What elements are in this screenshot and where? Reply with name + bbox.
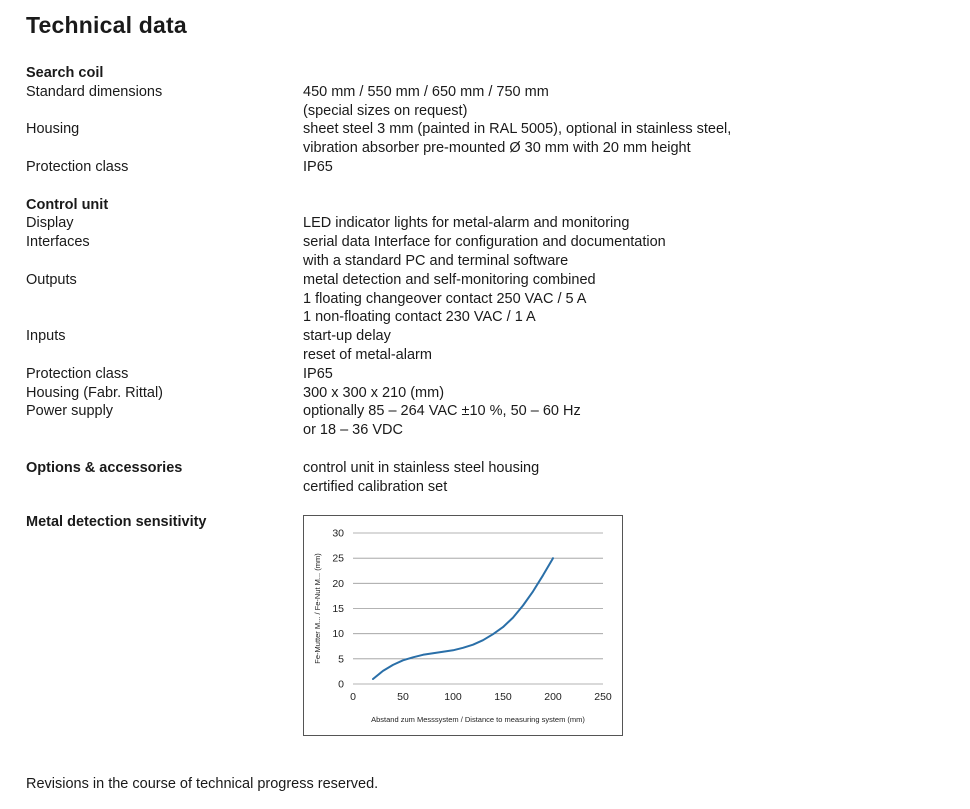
sensitivity-chart-frame <box>303 515 623 736</box>
spec-row <box>26 365 926 384</box>
spec-label: Standard dimensions <box>26 83 163 100</box>
y-tick-label: 10 <box>332 628 344 641</box>
spec-label <box>26 290 303 309</box>
sensitivity-chart <box>304 516 622 735</box>
page-title: Technical data <box>26 12 187 38</box>
spec-value: certified calibration set <box>303 478 448 495</box>
spec-row <box>26 290 926 309</box>
spec-value: 300 x 300 x 210 (mm) <box>303 384 445 401</box>
spec-label <box>26 102 303 121</box>
section-heading-search-coil: Search coil <box>26 65 104 81</box>
spec-value: with a standard PC and terminal software <box>303 252 569 269</box>
spec-label: Protection class <box>26 158 129 175</box>
spec-label <box>26 346 303 365</box>
spec-value: IP65 <box>303 365 333 382</box>
spec-value: start-up delay <box>303 328 391 345</box>
spec-value: IP65 <box>303 158 333 175</box>
spec-label <box>26 139 303 158</box>
spec-label: Power supply <box>26 403 114 420</box>
x-axis-label: Abstand zum Messsystem / Distance to measuring system (mm) <box>371 715 585 724</box>
x-tick-label: 0 <box>350 691 356 703</box>
x-tick-label: 250 <box>594 691 612 703</box>
spec-row <box>26 233 926 252</box>
spec-value: LED indicator lights for metal-alarm and monitoring <box>303 215 630 232</box>
spec-value: reset of metal-alarm <box>303 346 432 363</box>
y-tick-label: 5 <box>338 653 344 666</box>
spec-value: 450 mm / 550 mm / 650 mm / 750 mm <box>303 83 549 100</box>
spec-label <box>26 478 303 497</box>
y-tick-label: 25 <box>332 552 344 565</box>
options-row <box>26 459 926 478</box>
section-heading-options: Options & accessories <box>26 459 183 476</box>
x-tick-label: 50 <box>397 691 409 703</box>
y-tick-label: 15 <box>332 603 344 615</box>
spec-value: sheet steel 3 mm (painted in RAL 5005), optional in stainless steel, <box>303 121 732 138</box>
spec-value: 1 floating changeover contact 250 VAC / 5 A <box>303 290 587 307</box>
control-unit-rows <box>26 214 926 440</box>
spec-value: metal detection and self-monitoring combined <box>303 271 596 288</box>
search-coil-rows <box>26 83 926 177</box>
spec-row <box>26 83 926 102</box>
spec-value: optionally 85 – 264 VAC ±10 %, 50 – 60 Hz <box>303 403 581 420</box>
spec-value: or 18 – 36 VDC <box>303 422 403 439</box>
spec-value: vibration absorber pre-mounted Ø 30 mm with 20 mm height <box>303 140 691 157</box>
spec-label: Inputs <box>26 328 66 345</box>
spacer <box>26 177 926 196</box>
spec-label: Interfaces <box>26 234 90 251</box>
spec-row <box>26 252 926 271</box>
spec-label <box>26 252 303 271</box>
spec-label: Housing <box>26 121 80 138</box>
spec-row <box>26 158 926 177</box>
spec-row <box>26 327 926 346</box>
spec-row <box>26 120 926 139</box>
spec-value: serial data Interface for configuration and documentation <box>303 234 666 251</box>
spec-value: (special sizes on request) <box>303 102 468 119</box>
spec-row <box>26 308 926 327</box>
section-heading-control-unit: Control unit <box>26 196 109 213</box>
x-tick-label: 100 <box>444 691 462 703</box>
spec-label: Protection class <box>26 365 129 382</box>
spec-label <box>26 308 303 327</box>
spec-row <box>26 421 926 440</box>
spec-row <box>26 384 926 403</box>
y-tick-label: 0 <box>338 678 344 691</box>
spec-row <box>26 214 926 233</box>
footer-note: Revisions in the course of technical progress reserved. <box>26 776 379 792</box>
spec-value: control unit in stainless steel housing <box>303 459 540 476</box>
spec-row <box>26 346 926 365</box>
spec-value: 1 non-floating contact 230 VAC / 1 A <box>303 309 536 326</box>
spec-row <box>26 402 926 421</box>
spec-label <box>26 421 303 440</box>
y-tick-label: 30 <box>332 527 344 540</box>
spec-label: Display <box>26 215 74 232</box>
spec-table <box>26 64 926 496</box>
spec-label: Housing (Fabr. Rittal) <box>26 384 163 401</box>
spec-row <box>26 139 926 158</box>
options-row <box>26 478 926 497</box>
spec-label: Outputs <box>26 271 77 288</box>
x-tick-label: 150 <box>494 691 512 703</box>
spacer <box>26 440 926 459</box>
spec-row <box>26 271 926 290</box>
spec-row <box>26 102 926 121</box>
y-axis-label: Fe-Mutter M... / Fe-Nut M... (mm) <box>313 553 322 664</box>
x-tick-label: 200 <box>544 691 562 703</box>
series-line <box>373 558 553 679</box>
y-tick-label: 20 <box>332 577 344 590</box>
section-heading-sensitivity: Metal detection sensitivity <box>26 514 207 530</box>
